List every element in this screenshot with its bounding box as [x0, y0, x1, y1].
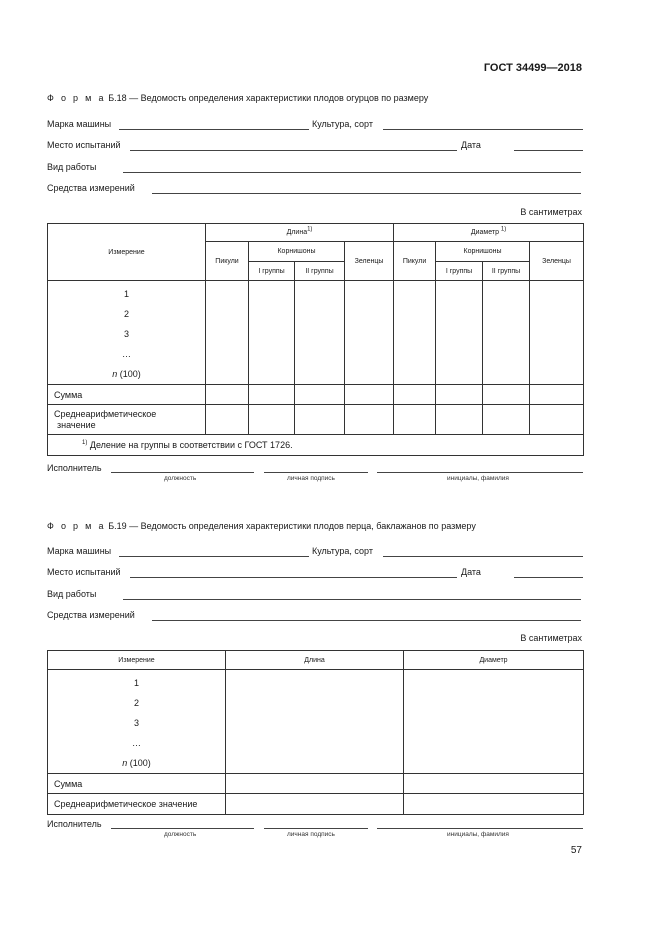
- form19-mean-label: Среднеарифметическое значение: [48, 794, 226, 815]
- form19-header-length: Длина: [226, 651, 404, 670]
- measurement-count: (100): [119, 369, 141, 379]
- form18-header-group1: I группы: [249, 262, 295, 281]
- measurement-last: [48, 364, 205, 384]
- form18-name-line[interactable]: [377, 472, 583, 473]
- form18-header-kornishony: Корнишоны: [249, 242, 345, 262]
- form19-instruments-line[interactable]: [152, 620, 581, 621]
- data-cell[interactable]: [483, 385, 530, 405]
- form18-date-label: Дата: [461, 140, 481, 150]
- data-cell[interactable]: [295, 405, 345, 435]
- form18-mean-line1: Среднеарифметическое: [54, 408, 157, 419]
- measurement-number: 2: [123, 309, 129, 319]
- form19-row-place: [47, 567, 583, 581]
- form19-personal-caption: личная подпись: [287, 831, 335, 838]
- form18-header-length: [206, 224, 394, 242]
- form19-table: [47, 650, 584, 815]
- footnote-mark: 1): [82, 440, 88, 446]
- measurement-count: (100): [129, 758, 151, 768]
- form18-work-line[interactable]: [123, 172, 581, 173]
- data-cell[interactable]: [226, 774, 404, 794]
- form19-title-prefix: Ф о р м а: [47, 521, 106, 531]
- form18-place-label: Место испытаний: [47, 140, 121, 150]
- data-cell[interactable]: [206, 385, 249, 405]
- data-cell[interactable]: [483, 281, 530, 385]
- form19-personal-line[interactable]: [264, 828, 368, 829]
- form19-measurements-cell: [48, 670, 226, 774]
- data-cell[interactable]: [345, 405, 394, 435]
- form19-row-machine: [47, 546, 583, 560]
- data-cell[interactable]: [530, 405, 584, 435]
- data-cell[interactable]: [345, 385, 394, 405]
- data-cell[interactable]: [404, 794, 584, 815]
- form18-personal-line[interactable]: [264, 472, 368, 473]
- data-cell[interactable]: [483, 405, 530, 435]
- form18-signature-label: Исполнитель: [47, 463, 102, 473]
- form19-date-label: Дата: [461, 567, 481, 577]
- form18-date-line[interactable]: [514, 150, 583, 151]
- form19-machine-label: Марка машины: [47, 546, 112, 556]
- form19-work-line[interactable]: [123, 599, 581, 600]
- form18-length-text: Длина: [286, 229, 308, 236]
- form18-header-kornishony: Корнишоны: [436, 242, 530, 262]
- form18-place-line[interactable]: [130, 150, 457, 151]
- form18-header-measure: Измерение: [48, 224, 206, 281]
- measurement-number: 2: [133, 698, 139, 708]
- measurement-n: n: [112, 369, 118, 379]
- form18-position-caption: должность: [164, 475, 197, 482]
- form19-position-line[interactable]: [111, 828, 254, 829]
- form18-mean-line2: значение: [57, 419, 96, 430]
- data-cell[interactable]: [530, 281, 584, 385]
- page-number: 57: [570, 845, 582, 856]
- data-cell[interactable]: [249, 385, 295, 405]
- form18-culture-line[interactable]: [383, 129, 583, 130]
- footnote-mark: 1): [500, 226, 507, 233]
- form18-header-pikuli: Пикули: [206, 242, 249, 281]
- form18-footnote-text: Деление на группы в соответствии с ГОСТ 1726.: [89, 440, 293, 450]
- footnote-mark: 1): [307, 226, 313, 233]
- measurement-number: 1: [123, 289, 129, 299]
- form19-sum-label: Сумма: [48, 774, 226, 794]
- form18-table: [47, 223, 584, 456]
- form19-header-measure: Измерение: [48, 651, 226, 670]
- data-cell[interactable]: [226, 670, 404, 774]
- form18-header-group2: II группы: [483, 262, 530, 281]
- form18-personal-caption: личная подпись: [287, 475, 335, 482]
- measurement-n: n: [122, 758, 128, 768]
- data-cell[interactable]: [530, 385, 584, 405]
- form19-units: В сантиметрах: [520, 633, 582, 643]
- data-cell[interactable]: [436, 281, 483, 385]
- form18-title-prefix: Ф о р м а: [47, 93, 106, 103]
- data-cell[interactable]: [345, 281, 394, 385]
- form18-title: [47, 93, 428, 103]
- form18-row-instruments: [47, 183, 583, 197]
- form18-header-zelentsy: Зеленцы: [530, 242, 584, 281]
- form18-title-text: Б.18 — Ведомость определения характеристики плодов огурцов по размеру: [108, 93, 429, 103]
- form19-position-caption: должность: [164, 831, 197, 838]
- form18-instruments-line[interactable]: [152, 193, 581, 194]
- form18-sum-label: Сумма: [48, 385, 206, 405]
- data-cell[interactable]: [295, 281, 345, 385]
- form19-row-work: [47, 589, 583, 603]
- data-cell[interactable]: [226, 794, 404, 815]
- data-cell[interactable]: [436, 405, 483, 435]
- form19-header-diameter: Диаметр: [404, 651, 584, 670]
- form19-culture-line[interactable]: [383, 556, 583, 557]
- data-cell[interactable]: [436, 385, 483, 405]
- form18-culture-label: Культура, сорт: [312, 119, 373, 129]
- data-cell[interactable]: [394, 385, 436, 405]
- form18-position-line[interactable]: [111, 472, 254, 473]
- document-header: ГОСТ 34499—2018: [483, 62, 582, 74]
- form18-header-zelentsy: Зеленцы: [345, 242, 394, 281]
- measurement-ellipsis: …: [132, 738, 141, 748]
- measurement-last: [48, 753, 225, 773]
- form19-title-text: Б.19 — Ведомость определения характеристики плодов перца, баклажанов по размеру: [108, 521, 476, 531]
- form19-instruments-label: Средства измерений: [47, 610, 135, 620]
- data-cell[interactable]: [295, 385, 345, 405]
- measurement-ellipsis: …: [122, 349, 131, 359]
- form19-machine-line[interactable]: [119, 556, 309, 557]
- form18-name-caption: инициалы, фамилия: [447, 475, 509, 482]
- form18-machine-label: Марка машины: [47, 119, 112, 129]
- form18-header-group1: I группы: [436, 262, 483, 281]
- form18-instruments-label: Средства измерений: [47, 183, 135, 193]
- form18-header-diameter: [394, 224, 584, 242]
- data-cell[interactable]: [249, 281, 295, 385]
- data-cell[interactable]: [206, 281, 249, 385]
- form19-title: [47, 521, 476, 531]
- form18-work-label: Вид работы: [47, 162, 97, 172]
- form19-work-label: Вид работы: [47, 589, 97, 599]
- form19-place-label: Место испытаний: [47, 567, 121, 577]
- form19-name-caption: инициалы, фамилия: [447, 831, 509, 838]
- form19-signature-label: Исполнитель: [47, 819, 102, 829]
- measurement-number: 3: [133, 718, 139, 728]
- form19-date-line[interactable]: [514, 577, 583, 578]
- data-cell[interactable]: [404, 774, 584, 794]
- data-cell[interactable]: [206, 405, 249, 435]
- measurement-number: 1: [133, 678, 139, 688]
- data-cell[interactable]: [394, 405, 436, 435]
- measurement-number: 3: [123, 329, 129, 339]
- data-cell[interactable]: [404, 670, 584, 774]
- data-cell[interactable]: [249, 405, 295, 435]
- form18-row-work: [47, 162, 583, 176]
- form19-name-line[interactable]: [377, 828, 583, 829]
- form18-row-place: [47, 140, 583, 154]
- form19-row-instruments: [47, 610, 583, 624]
- data-cell[interactable]: [394, 281, 436, 385]
- form19-culture-label: Культура, сорт: [312, 546, 373, 556]
- form18-row-machine: [47, 119, 583, 133]
- form18-header-group2: II группы: [295, 262, 345, 281]
- form19-place-line[interactable]: [130, 577, 457, 578]
- form18-footnote: [48, 435, 584, 456]
- form18-units: В сантиметрах: [520, 207, 582, 217]
- form18-header-pikuli: Пикули: [394, 242, 436, 281]
- form18-measurements-cell: [48, 281, 206, 385]
- form18-mean-label: [48, 405, 206, 435]
- form18-machine-line[interactable]: [119, 129, 309, 130]
- form18-diameter-text: Диаметр: [470, 229, 499, 236]
